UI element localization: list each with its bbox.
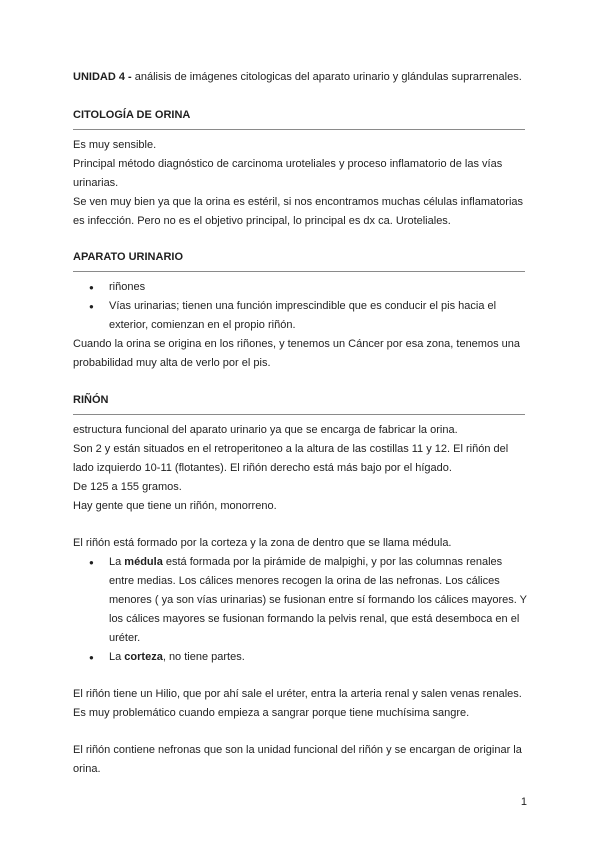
list-item: ● riñones [87,278,528,297]
divider [73,271,525,272]
text: La [109,556,125,568]
paragraph: El riñón está formado por la corteza y la zona de dentro que se llama médula. [73,537,452,549]
paragraph: El riñón contiene nefronas que son la unidad funcional del riñón y se encargan de originar la orina. [73,744,522,775]
paragraph: Principal método diagnóstico de carcinoma uroteliales y proceso inflamatorio de las vías urinarias. [73,158,503,189]
paragraph: estructura funcional del aparato urinario ya que se encarga de fabricar la orina. [73,424,458,436]
unit-description: análisis de imágenes citologicas del aparato urinario y glándulas suprarrenales. [131,71,522,83]
paragraph: De 125 a 155 gramos. [73,481,182,493]
text: La [109,651,125,663]
heading-rinon: RIÑÓN [73,394,109,406]
term-corteza: corteza [124,651,163,663]
paragraph: Hay gente que tiene un riñón, monorreno. [73,500,277,512]
divider [73,129,525,130]
unit-title [73,68,528,87]
text: está formada por la pirámide de malpighi, y por las columnas renales entre medias. Los cálices menores recogen la orina de las nefronas. Los cálices menores ( ya son vías urinarias) se fusionan entre sí formando los cálices mayores. Y los cálices mayores se fusionan formando la pelvis renal, que está desemboca en el uréter. [109,556,527,644]
divider [73,414,525,415]
text: , no tiene partes. [162,651,245,663]
page-number: 1 [520,796,527,808]
document-page [73,68,528,779]
list-item-corteza [87,648,528,667]
unit-label: UNIDAD 4 - [73,71,132,83]
paragraph: El riñón tiene un Hilio, que por ahí sale el uréter, entra la arteria renal y salen venas renales. Es muy problemático cuando empieza a sangrar porque tiene muchísima sangre. [73,688,522,719]
bullet-list [73,278,528,335]
paragraph: Es muy sensible. [73,139,157,151]
heading-citologia: CITOLOGÍA DE ORINA [73,109,191,121]
heading-aparato: APARATO URINARIO [73,251,183,263]
bullet-list [73,553,528,667]
term-medula: médula [124,556,163,568]
paragraph: Son 2 y están situados en el retroperitoneo a la altura de las costillas 11 y 12. El riñón del lado izquierdo 10-11 (flotantes). El riñón derecho está más bajo por el hígado. [73,443,509,474]
paragraph: Se ven muy bien ya que la orina es estéril, si nos encontramos muchas células inflamatorias es infección. Pero no es el objetivo principal, lo principal es dx ca. Uroteliales. [73,196,524,227]
list-item-medula [87,553,528,648]
paragraph: Cuando la orina se origina en los riñones, y tenemos un Cáncer por esa zona, tenemos una probabilidad muy alta de verlo por el pis. [73,338,520,369]
list-item: ● Vías urinarias; tienen una función imprescindible que es conducir el pis hacia el exterior, comienzan en el propio riñón. [87,297,528,335]
